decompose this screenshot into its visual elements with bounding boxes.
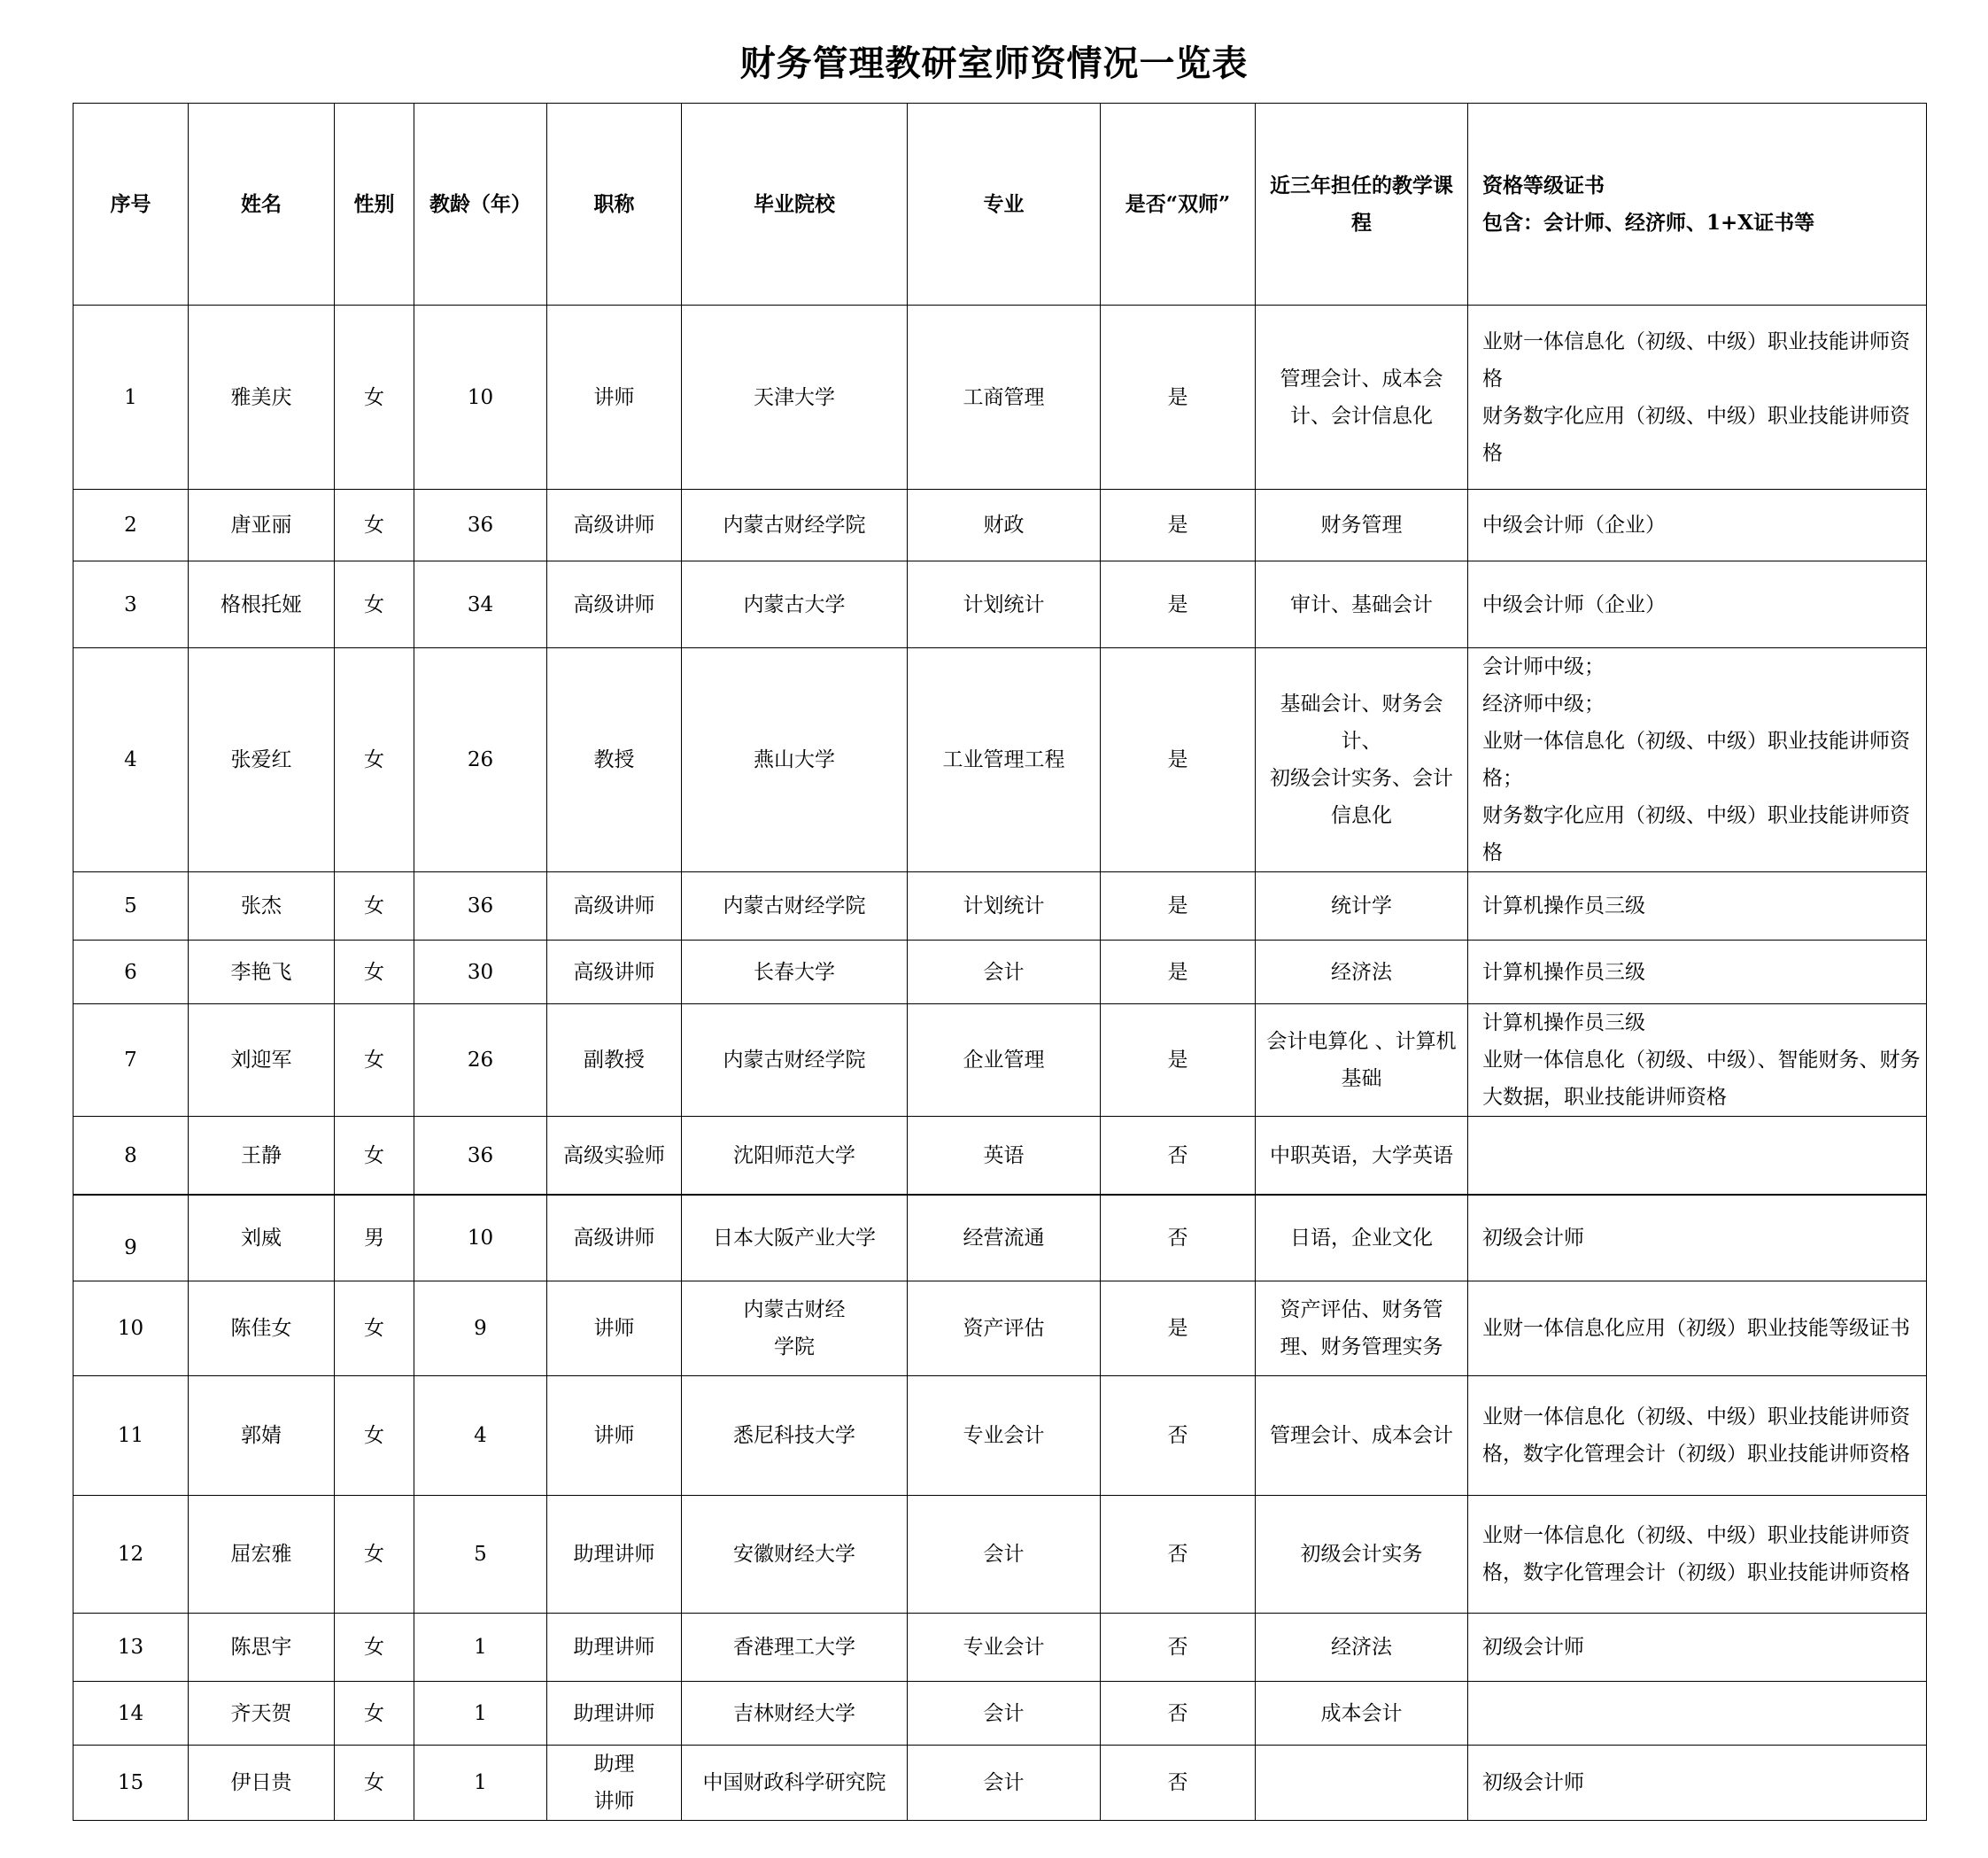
cell-cert: 计算机操作员三级 (1468, 941, 1927, 1004)
cell-years: 36 (414, 872, 547, 941)
cell-no: 8 (73, 1117, 189, 1195)
header-no: 序号 (73, 104, 189, 306)
cell-major: 计划统计 (908, 872, 1101, 941)
cell-dual: 是 (1101, 648, 1256, 872)
cell-name: 唐亚丽 (189, 490, 335, 561)
cell-dual: 否 (1101, 1117, 1256, 1195)
header-cert (1468, 104, 1927, 306)
cell-major: 会计 (908, 1682, 1101, 1746)
cell-name: 刘威 (189, 1196, 335, 1281)
cell-no: 7 (73, 1004, 189, 1117)
table-row (73, 1746, 1927, 1821)
table-row (73, 1281, 1927, 1376)
cell-rank: 助理讲师 (547, 1682, 682, 1746)
cell-major: 会计 (908, 941, 1101, 1004)
table-row (73, 561, 1927, 648)
cell-name: 陈佳女 (189, 1281, 335, 1376)
header-dual: 是否“双师” (1101, 104, 1256, 306)
cell-gender: 女 (335, 561, 414, 648)
cell-no: 5 (73, 872, 189, 941)
cell-no: 2 (73, 490, 189, 561)
cell-rank: 高级讲师 (547, 1196, 682, 1281)
table-row (73, 1376, 1927, 1496)
cell-courses: 管理会计、成本会计 (1256, 1376, 1468, 1496)
cell-years: 26 (414, 1004, 547, 1117)
cell-cert: 业财一体信息化应用（初级）职业技能等级证书 (1468, 1281, 1927, 1376)
cell-years: 1 (414, 1746, 547, 1821)
cell-dual: 是 (1101, 872, 1256, 941)
cell-courses (1256, 1746, 1468, 1821)
cell-name: 齐天贺 (189, 1682, 335, 1746)
cell-cert: 中级会计师（企业） (1468, 490, 1927, 561)
table-row (73, 1614, 1927, 1682)
cell-cert: 计算机操作员三级 业财一体信息化（初级、中级）、智能财务、财务大数据，职业技能讲师资格 (1468, 1004, 1927, 1117)
cell-school: 内蒙古大学 (682, 561, 908, 648)
table-row (73, 1682, 1927, 1746)
cell-courses: 管理会计、成本会计、会计信息化 (1256, 306, 1468, 490)
cell-gender: 女 (335, 1496, 414, 1614)
faculty-table-part-2 (73, 1195, 1927, 1821)
cell-dual: 是 (1101, 1004, 1256, 1117)
cell-school: 安徽财经大学 (682, 1496, 908, 1614)
cell-dual: 否 (1101, 1496, 1256, 1614)
header-name: 姓名 (189, 104, 335, 306)
cell-school: 香港理工大学 (682, 1614, 908, 1682)
cell-cert: 计算机操作员三级 (1468, 872, 1927, 941)
cell-courses: 日语，企业文化 (1256, 1196, 1468, 1281)
cell-school: 内蒙古财经学院 (682, 872, 908, 941)
table-row (73, 306, 1927, 490)
cell-name: 李艳飞 (189, 941, 335, 1004)
cell-major: 企业管理 (908, 1004, 1101, 1117)
cell-dual: 否 (1101, 1196, 1256, 1281)
cell-courses: 基础会计、财务会计、 初级会计实务、会计信息化 (1256, 648, 1468, 872)
cell-years: 5 (414, 1496, 547, 1614)
cell-rank: 助理 讲师 (547, 1746, 682, 1821)
cell-cert: 业财一体信息化（初级、中级）职业技能讲师资格，数字化管理会计（初级）职业技能讲师资格 (1468, 1376, 1927, 1496)
cell-years: 36 (414, 490, 547, 561)
cell-gender: 女 (335, 941, 414, 1004)
cell-courses: 审计、基础会计 (1256, 561, 1468, 648)
cell-no: 10 (73, 1281, 189, 1376)
cell-major: 会计 (908, 1746, 1101, 1821)
cell-school: 吉林财经大学 (682, 1682, 908, 1746)
header-years: 教龄（年） (414, 104, 547, 306)
cell-school: 长春大学 (682, 941, 908, 1004)
cell-dual: 否 (1101, 1746, 1256, 1821)
cell-school: 内蒙古财经学院 (682, 1004, 908, 1117)
cell-gender: 女 (335, 1281, 414, 1376)
cell-gender: 女 (335, 1376, 414, 1496)
table-row (73, 872, 1927, 941)
cell-school: 天津大学 (682, 306, 908, 490)
cell-years: 1 (414, 1614, 547, 1682)
cell-name: 郭婧 (189, 1376, 335, 1496)
faculty-table-part-1 (73, 103, 1927, 1195)
cell-courses: 统计学 (1256, 872, 1468, 941)
cell-school: 沈阳师范大学 (682, 1117, 908, 1195)
cell-rank: 高级讲师 (547, 872, 682, 941)
cell-major: 英语 (908, 1117, 1101, 1195)
cell-rank: 高级讲师 (547, 941, 682, 1004)
cell-rank: 副教授 (547, 1004, 682, 1117)
cell-no: 4 (73, 648, 189, 872)
cell-cert (1468, 1117, 1927, 1195)
cell-name: 张爱红 (189, 648, 335, 872)
cell-name: 雅美庆 (189, 306, 335, 490)
cell-cert (1468, 1682, 1927, 1746)
cell-years: 30 (414, 941, 547, 1004)
table-row (73, 941, 1927, 1004)
cell-school: 内蒙古财经学院 (682, 490, 908, 561)
header-courses: 近三年担任的教学课程 (1256, 104, 1468, 306)
header-cert-line1: 资格等级证书 (1482, 173, 1605, 197)
cell-rank: 讲师 (547, 306, 682, 490)
cell-courses: 会计电算化 、计算机基础 (1256, 1004, 1468, 1117)
cell-dual: 是 (1101, 1281, 1256, 1376)
cell-years: 36 (414, 1117, 547, 1195)
header-major: 专业 (908, 104, 1101, 306)
cell-major: 工商管理 (908, 306, 1101, 490)
cell-dual: 是 (1101, 306, 1256, 490)
table-row (73, 1196, 1927, 1281)
cell-no: 15 (73, 1746, 189, 1821)
cell-no: 3 (73, 561, 189, 648)
cell-courses: 经济法 (1256, 941, 1468, 1004)
cell-major: 专业会计 (908, 1376, 1101, 1496)
cell-major: 会计 (908, 1496, 1101, 1614)
page-title: 财务管理教研室师资情况一览表 (739, 43, 1249, 84)
cell-courses: 中职英语，大学英语 (1256, 1117, 1468, 1195)
cell-rank: 助理讲师 (547, 1496, 682, 1614)
table-row (73, 1496, 1927, 1614)
cell-years: 10 (414, 306, 547, 490)
cell-name: 屈宏雅 (189, 1496, 335, 1614)
cell-name: 陈思宇 (189, 1614, 335, 1682)
cell-rank: 高级实验师 (547, 1117, 682, 1195)
cell-cert: 会计师中级； 经济师中级； 业财一体信息化（初级、中级）职业技能讲师资格； 财务数字化应用（初级、中级）职业技能讲师资格 (1468, 648, 1927, 872)
cell-dual: 是 (1101, 490, 1256, 561)
cell-gender: 女 (335, 872, 414, 941)
cell-rank: 高级讲师 (547, 561, 682, 648)
cell-years: 4 (414, 1376, 547, 1496)
cell-cert: 业财一体信息化（初级、中级）职业技能讲师资格，数字化管理会计（初级）职业技能讲师资格 (1468, 1496, 1927, 1614)
cell-no: 14 (73, 1682, 189, 1746)
cell-rank: 讲师 (547, 1281, 682, 1376)
cell-name: 伊日贵 (189, 1746, 335, 1821)
cell-dual: 是 (1101, 941, 1256, 1004)
cell-gender: 女 (335, 1682, 414, 1746)
cell-gender: 男 (335, 1196, 414, 1281)
cell-name: 张杰 (189, 872, 335, 941)
cell-school: 燕山大学 (682, 648, 908, 872)
cell-courses: 初级会计实务 (1256, 1496, 1468, 1614)
cell-rank: 教授 (547, 648, 682, 872)
cell-gender: 女 (335, 1746, 414, 1821)
cell-gender: 女 (335, 490, 414, 561)
cell-cert: 业财一体信息化（初级、中级）职业技能讲师资格 财务数字化应用（初级、中级）职业技能讲师资格 (1468, 306, 1927, 490)
cell-school: 中国财政科学研究院 (682, 1746, 908, 1821)
header-cert-line2: 包含：会计师、经济师、1+X证书等 (1482, 210, 1815, 235)
cell-cert: 中级会计师（企业） (1468, 561, 1927, 648)
cell-gender: 女 (335, 1004, 414, 1117)
cell-major: 资产评估 (908, 1281, 1101, 1376)
cell-name: 王静 (189, 1117, 335, 1195)
cell-dual: 否 (1101, 1376, 1256, 1496)
cell-courses: 经济法 (1256, 1614, 1468, 1682)
cell-years: 1 (414, 1682, 547, 1746)
cell-gender: 女 (335, 648, 414, 872)
cell-no: 13 (73, 1614, 189, 1682)
cell-major: 专业会计 (908, 1614, 1101, 1682)
cell-name: 刘迎军 (189, 1004, 335, 1117)
cell-school: 内蒙古财经 学院 (682, 1281, 908, 1376)
cell-no: 1 (73, 306, 189, 490)
cell-school: 悉尼科技大学 (682, 1376, 908, 1496)
cell-rank: 讲师 (547, 1376, 682, 1496)
cell-dual: 否 (1101, 1614, 1256, 1682)
table-row (73, 648, 1927, 872)
header-school: 毕业院校 (682, 104, 908, 306)
cell-gender: 女 (335, 1117, 414, 1195)
cell-school: 日本大阪产业大学 (682, 1196, 908, 1281)
cell-no: 6 (73, 941, 189, 1004)
cell-courses: 财务管理 (1256, 490, 1468, 561)
cell-dual: 是 (1101, 561, 1256, 648)
cell-major: 财政 (908, 490, 1101, 561)
table-header-row (73, 104, 1927, 306)
cell-rank: 助理讲师 (547, 1614, 682, 1682)
cell-dual: 否 (1101, 1682, 1256, 1746)
cell-gender: 女 (335, 306, 414, 490)
cell-courses: 成本会计 (1256, 1682, 1468, 1746)
cell-major: 工业管理工程 (908, 648, 1101, 872)
cell-cert: 初级会计师 (1468, 1196, 1927, 1281)
header-gender: 性别 (335, 104, 414, 306)
cell-no: 9 (73, 1196, 189, 1281)
table-row (73, 1117, 1927, 1195)
cell-years: 34 (414, 561, 547, 648)
cell-no: 12 (73, 1496, 189, 1614)
cell-major: 经营流通 (908, 1196, 1101, 1281)
cell-years: 9 (414, 1281, 547, 1376)
cell-years: 10 (414, 1196, 547, 1281)
cell-gender: 女 (335, 1614, 414, 1682)
cell-rank: 高级讲师 (547, 490, 682, 561)
table-row (73, 1004, 1927, 1117)
header-rank: 职称 (547, 104, 682, 306)
cell-name: 格根托娅 (189, 561, 335, 648)
cell-no: 11 (73, 1376, 189, 1496)
cell-cert: 初级会计师 (1468, 1614, 1927, 1682)
table-row (73, 490, 1927, 561)
cell-years: 26 (414, 648, 547, 872)
cell-cert: 初级会计师 (1468, 1746, 1927, 1821)
cell-courses: 资产评估、财务管理、财务管理实务 (1256, 1281, 1468, 1376)
cell-major: 计划统计 (908, 561, 1101, 648)
